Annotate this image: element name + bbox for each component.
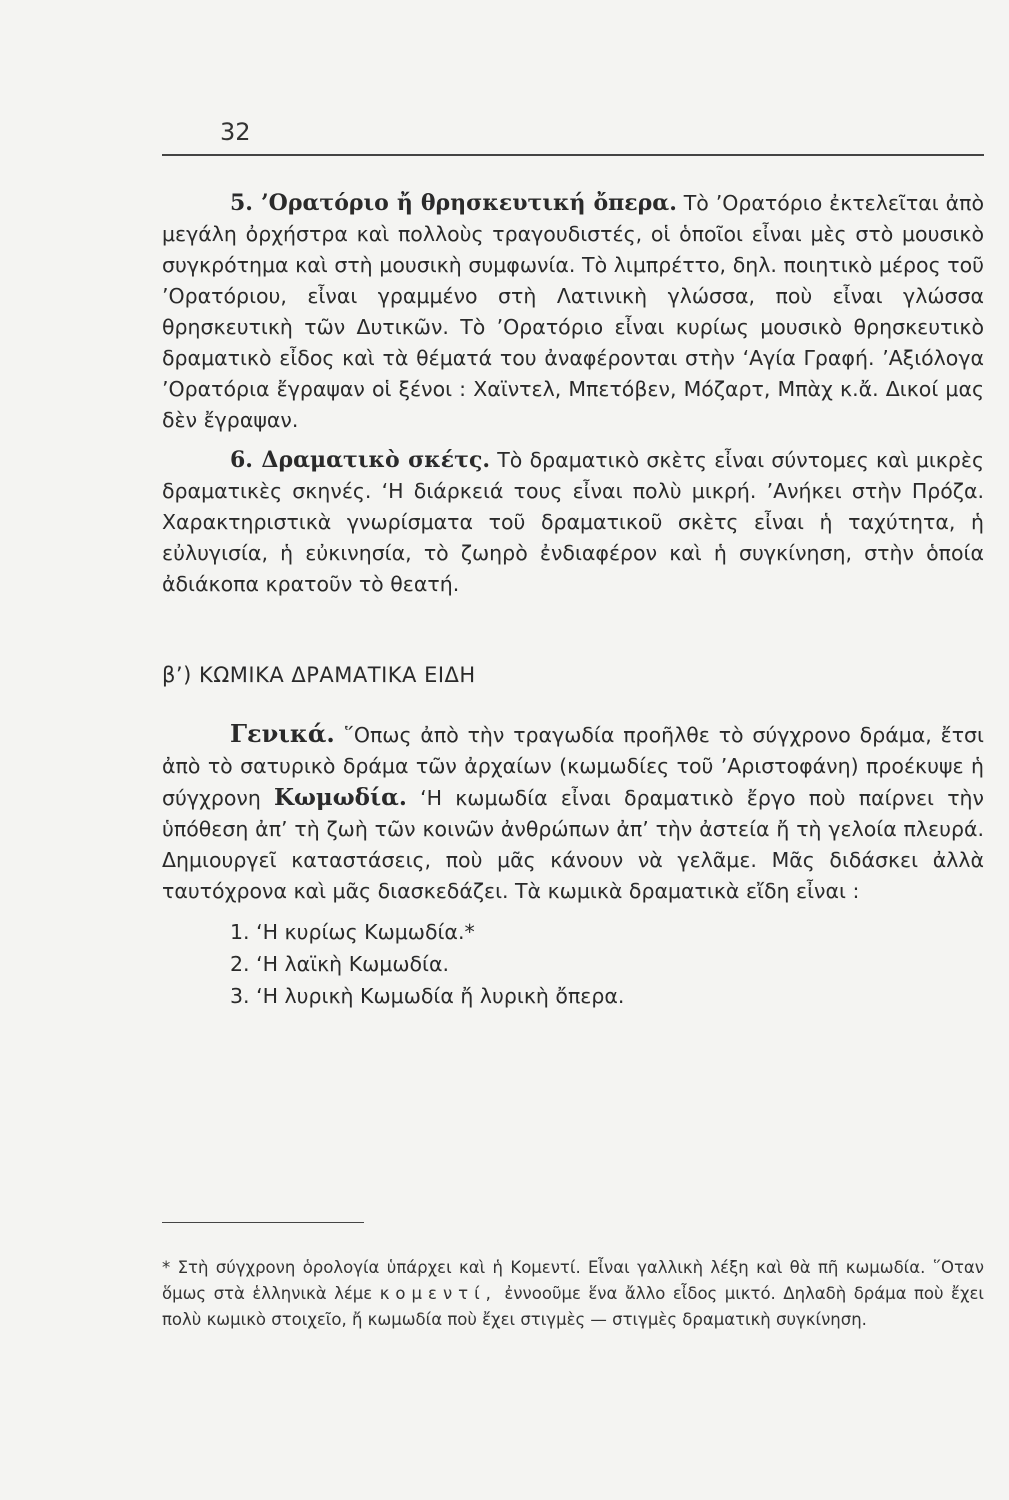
- list-item: 2. ‘Η λαϊκὴ Κωμωδία.: [230, 952, 450, 976]
- section-6-body: Τὸ δραματικὸ σκὲτς εἶναι σύντομες καὶ μικρὲς δραματικὲς σκηνές. ‘Η διάρκειά τους εἶναι πολὺ μικρή. ’Ανήκει στὴν Πρόζα. Χαρακτηριστικὰ γνωρίσματα τοῦ δραματικοῦ σκὲτς εἶναι ἡ ταχύτητα, ἡ εὐλυγισία, ἡ εὐκινησία, τὸ ζωηρὸ ἐνδιαφέρον καὶ ἡ συγκίνηση, στὴν ὁποία ἀδιάκοπα κρατοῦν τὸ θεατή.: [162, 448, 985, 596]
- section-5-body: Τὸ ’Ορατόριο ἐκτελεῖται ἀπὸ μεγάλη ὀρχήστρα καὶ πολλοὺς τραγουδιστές, οἱ ὁποῖοι εἶναι μὲς στὸ μουσικὸ συγκρότημα καὶ στὴ μουσικὴ συμφωνία. Τὸ λιμπρέττο, δηλ. ποιητικὸ μέρος τοῦ ’Ορατόριου, εἶναι γραμμένο στὴ Λατινικὴ γλώσσα, ποὺ εἶναι γλώσσα θρησκευτικὴ τῶν Δυτικῶν. Τὸ ’Ορατόριο εἶναι κυρίως μουσικὸ θρησκευτικὸ δραματικὸ εἶδος καὶ τὰ θέματά του ἀναφέρονται στὴν ‘Αγία Γραφή. ’Αξιόλογα ’Ορατόρια ἔγραψαν οἱ ξένοι : Χαϊντελ, Μπετόβεν, Μόζαρτ, Μπὰχ κ.ἄ. Δικοί μας δὲν ἔγραψαν.: [162, 191, 984, 432]
- header-rule: [162, 154, 984, 156]
- list-item: 1. ‘Η κυρίως Κωμωδία.*: [230, 920, 475, 944]
- section-5-heading: 5. ’Ορατόριο ἤ θρησκευτική ὄπερα.: [230, 190, 677, 216]
- general-lead: Γενικά.: [230, 719, 335, 748]
- footnote-text-1: * Στὴ σύγχρονη ὁρολογία ὑπάρχει καὶ ἡ Κομεντί. Εἶναι γαλλικὴ λέξη καὶ θὰ πῆ κωμωδία. ῞Οταν ὅμως στὰ ἑλληνικὰ λέμε: [162, 1258, 984, 1303]
- list-item: 3. ‘Η λυρικὴ Κωμωδία ἤ λυρικὴ ὄπερα.: [230, 984, 625, 1008]
- general-paragraph: [162, 718, 984, 907]
- footnote: [162, 1255, 984, 1333]
- section-6-paragraph: [162, 445, 984, 600]
- section-6-heading: 6. Δραματικὸ σκέτς.: [230, 447, 491, 473]
- page-content: [162, 188, 984, 1012]
- section-5-paragraph: [162, 188, 984, 436]
- footnote-rule: [162, 1222, 364, 1223]
- part-b-heading: β’) ΚΩΜΙΚΑ ΔΡΑΜΑΤΙΚΑ ΕΙΔΗ: [162, 663, 476, 687]
- footnote-spaced-term: κομεντί,: [379, 1284, 497, 1303]
- comic-kinds-list: [162, 916, 984, 1012]
- general-body-2: ‘Η κωμωδία εἶναι δραματικὸ ἔργο ποὺ παίρνει τὴν ὑπόθεση ἀπ’ τὴ ζωὴ τῶν κοινῶν ἀνθρώπων ἀπ’ τὴν ἀστεία ἤ τὴ γελοία πλευρά. Δημιουργεῖ καταστάσεις, ποὺ μᾶς κάνουν νὰ γελᾶμε. Μᾶς διδάσκει ἀλλὰ ταυτόχρονα καὶ μᾶς διασκεδάζει. Τὰ κωμικὰ δραματικὰ εἴδη εἶναι :: [162, 786, 985, 903]
- footnote-text-2: ἐννοοῦμε ἕνα ἄλλο εἶδος μικτό. Δηλαδὴ δράμα ποὺ ἔχει πολὺ κωμικὸ στοιχεῖο, ἤ κωμωδία ποὺ ἔχει στιγμὲς — στιγμὲς δραματικὴ συγκίνηση.: [162, 1284, 985, 1329]
- general-body-1: ῞Οπως ἀπὸ τὴν τραγωδία προῆλθε τὸ σύγχρονο δράμα, ἔτσι ἀπὸ τὸ σατυρικὸ δράμα τῶν ἀρχαίων (κωμωδίες τοῦ ’Αριστοφάνη) προέκυψε ἡ σύγχρονη: [162, 723, 984, 810]
- page-number: 32: [220, 118, 251, 146]
- comedy-term: Κωμωδία.: [274, 784, 407, 811]
